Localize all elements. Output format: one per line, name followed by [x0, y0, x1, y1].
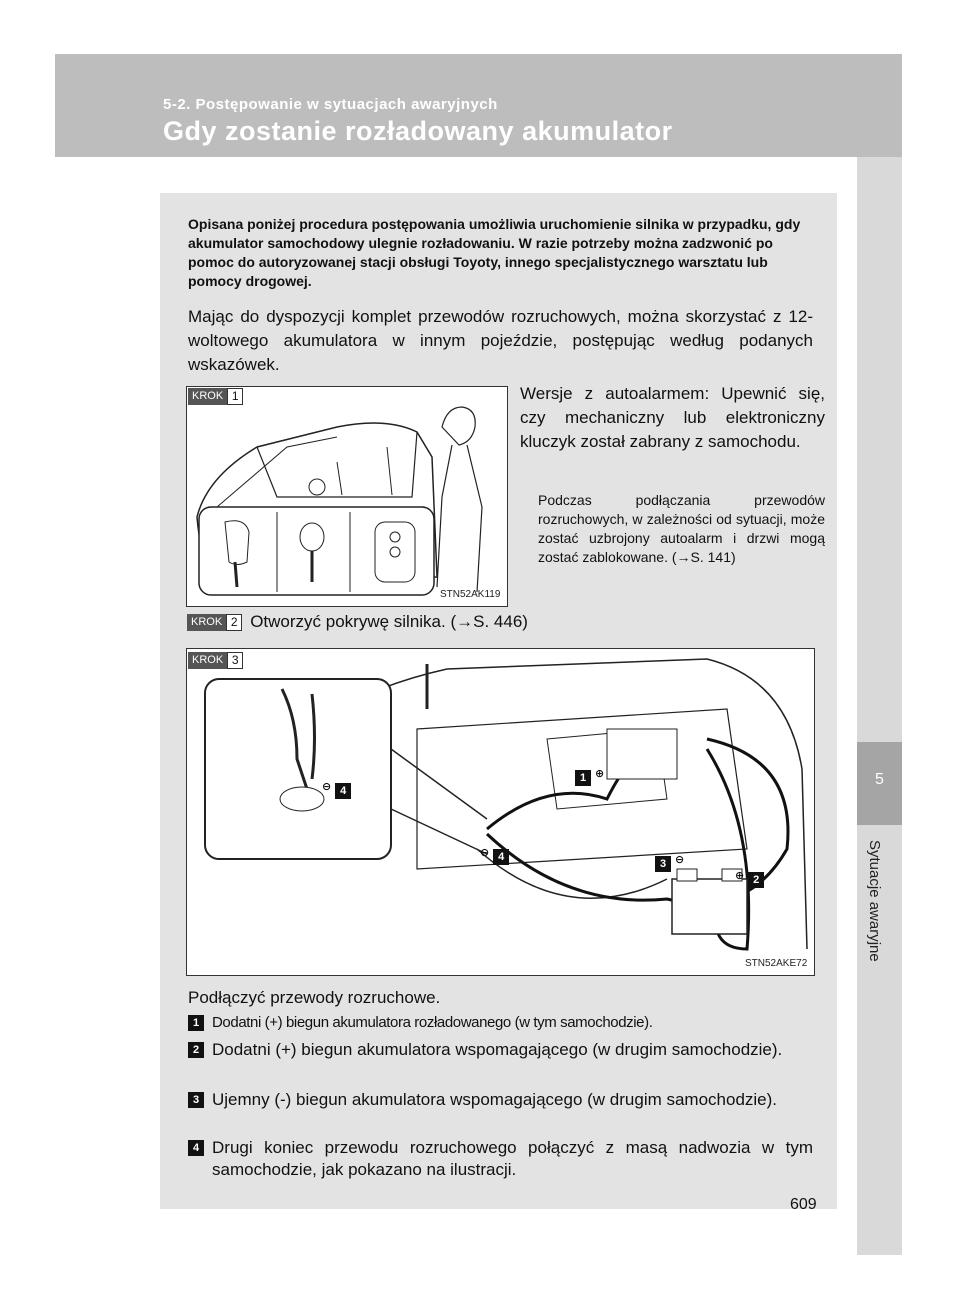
chapter-number: 5 [875, 771, 884, 788]
list-number: 2 [188, 1042, 204, 1058]
list-text: Dodatni (+) biegun akumulatora rozładowanego (w tym samochodzie). [212, 1014, 653, 1031]
sidebar-strip-top [857, 157, 902, 742]
plus-icon: ⊕ [595, 768, 605, 780]
chapter-tab[interactable] [857, 742, 902, 825]
callout-4 [322, 780, 372, 799]
callout-1 [575, 767, 625, 786]
plus-icon: ⊕ [735, 870, 745, 882]
step2-badge [187, 614, 242, 631]
figure-code: STN52AKE72 [745, 958, 808, 969]
step3-figure [186, 648, 815, 976]
callout-number: 4 [493, 849, 509, 865]
krok-label: KROK [187, 614, 226, 631]
page-title: Gdy zostanie rozładowany akumulator [163, 116, 673, 146]
krok-number: 1 [227, 388, 243, 405]
step1-figure [186, 386, 508, 607]
list-number: 4 [188, 1140, 204, 1156]
step1-text: Wersje z autoalarmem: Upewnić się, czy mechaniczny lub elektroniczny kluczyk został zabrany z samochodu. [520, 384, 825, 451]
page-number: 609 [790, 1196, 817, 1213]
step3-badge [188, 652, 243, 669]
intro-paragraph: Mając do dyspozycji komplet przewodów rozruchowych, można skorzystać z 12-woltowego akumulatora w innym pojeździe, postępując według podanych wskazówek. [188, 307, 813, 374]
callout-2 [735, 869, 785, 888]
list-text: Dodatni (+) biegun akumulatora wspomagającego (w drugim samochodzie). [212, 1040, 783, 1059]
list-item [188, 1039, 813, 1061]
step2-row [187, 612, 528, 632]
intro-bold-paragraph: Opisana poniżej procedura postępowania umożliwia uruchomienie silnika w przypadku, gdy akumulator samochodowy ulegnie rozładowaniu. W razie potrzeby można zadzwonić po pomoc do autoryzowanej stacji obsługi Toyoty, innego specjalistycznego warsztatu lub pomocy drogowej. [188, 216, 801, 289]
callout-number: 2 [748, 872, 764, 888]
car-door-key-illustration [187, 387, 507, 606]
step1-badge [188, 388, 243, 405]
krok-label: KROK [188, 388, 227, 405]
callout-number: 4 [335, 783, 351, 799]
list-number: 3 [188, 1092, 204, 1108]
list-number: 1 [188, 1015, 204, 1031]
minus-icon: ⊖ [480, 847, 490, 859]
page-header [55, 54, 902, 157]
krok-label: KROK [188, 652, 227, 669]
callout-number: 1 [575, 770, 591, 786]
list-item [188, 1089, 813, 1111]
chapter-label: Sytuacje awaryjne [866, 840, 883, 962]
step1-note: Podczas podłączania przewodów rozruchowych, w zależności od sytuacji, może zostać uzbrojony autoalarm i drzwi mogą zostać zablokowane. (→S. 141) [538, 492, 825, 565]
list-text: Drugi koniec przewodu rozruchowego połączyć z masą nadwozia w tym samochodzie, jak pokazano na ilustracji. [212, 1138, 813, 1179]
list-item [188, 1012, 813, 1034]
step2-text: Otworzyć pokrywę silnika. (→S. 446) [250, 612, 528, 631]
krok-number: 3 [227, 652, 243, 669]
callout-number: 3 [655, 856, 671, 872]
callout-4b [480, 846, 530, 865]
jump-start-illustration [187, 649, 814, 975]
krok-number: 2 [226, 614, 242, 631]
list-text: Ujemny (-) biegun akumulatora wspomagającego (w drugim samochodzie). [212, 1090, 778, 1109]
list-item [188, 1137, 813, 1181]
callout-3 [655, 853, 705, 872]
figure-code: STN52AK119 [440, 589, 501, 600]
minus-icon: ⊖ [675, 854, 685, 866]
section-heading: 5-2. Postępowanie w sytuacjach awaryjnych [163, 96, 498, 113]
connect-title: Podłączyć przewody rozruchowe. [188, 988, 441, 1007]
minus-icon: ⊖ [322, 781, 332, 793]
